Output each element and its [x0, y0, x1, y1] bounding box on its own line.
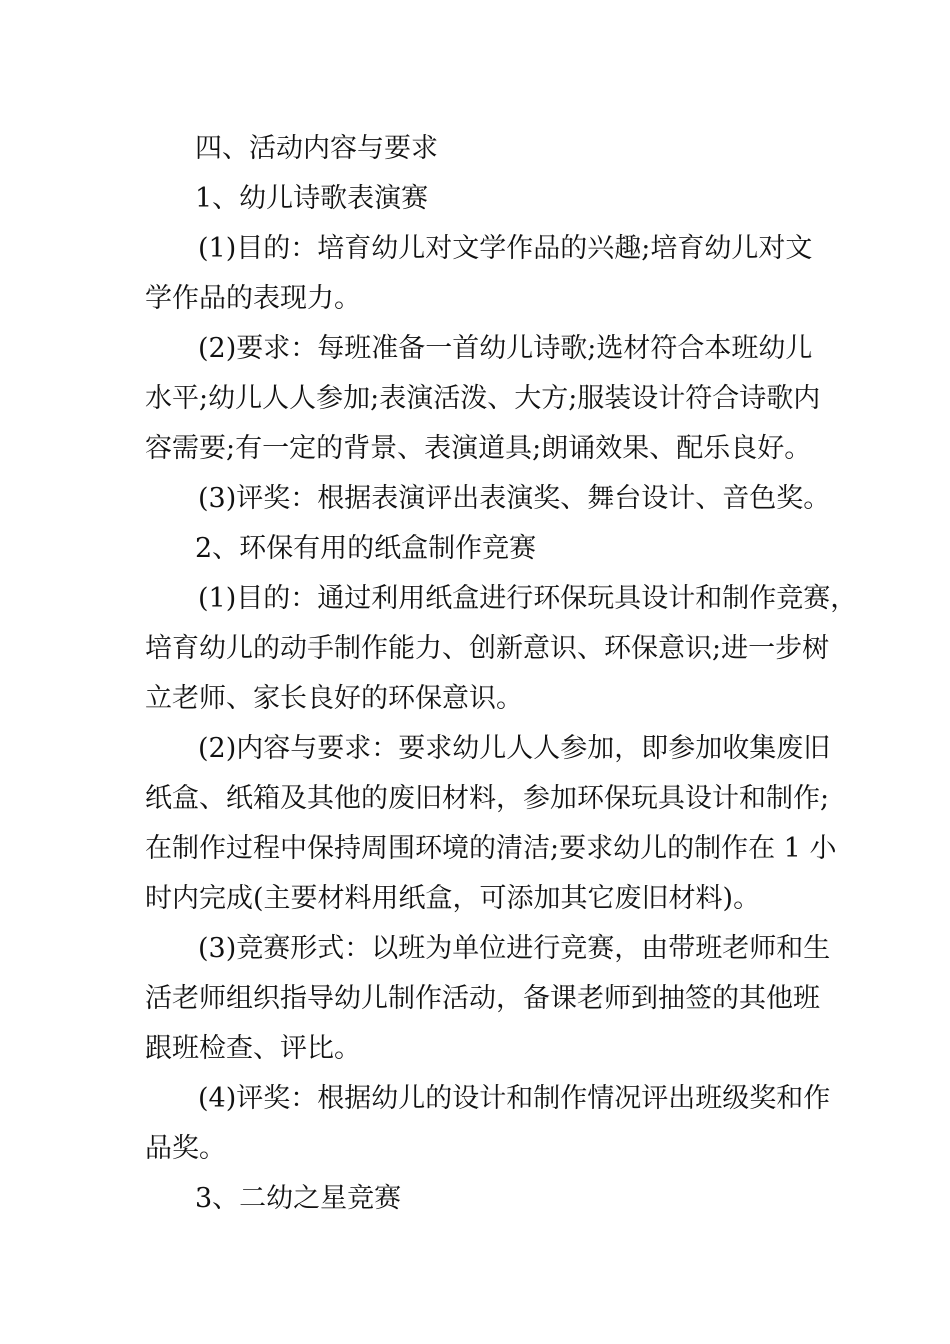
paragraph-line: (1)目的：培育幼儿对文学作品的兴趣;培育幼儿对文	[198, 233, 813, 264]
paragraph-line: (1)目的：通过利用纸盒进行环保玩具设计和制作竞赛，	[198, 583, 858, 614]
paragraph-line: 纸盒、纸箱及其他的废旧材料，参加环保玩具设计和制作;	[145, 783, 830, 814]
paragraph-line: 时内完成(主要材料用纸盒，可添加其它废旧材料)。	[145, 883, 761, 914]
paragraph-line: 立老师、家长良好的环保意识。	[145, 683, 523, 714]
subsection-heading: 1、幼儿诗歌表演赛	[195, 183, 429, 214]
paragraph-line: 品奖。	[145, 1133, 226, 1164]
paragraph-line: (3)竞赛形式：以班为单位进行竞赛，由带班老师和生	[198, 933, 831, 964]
subsection-heading: 3、二幼之星竞赛	[195, 1183, 402, 1214]
paragraph-line: 学作品的表现力。	[145, 283, 361, 314]
paragraph-line: 培育幼儿的动手制作能力、创新意识、环保意识;进一步树	[145, 633, 830, 664]
subsection-heading: 2、环保有用的纸盒制作竞赛	[195, 533, 537, 564]
paragraph-line: 水平;幼儿人人参加;表演活泼、大方;服装设计符合诗歌内	[145, 383, 821, 414]
paragraph-line: (2)要求：每班准备一首幼儿诗歌;选材符合本班幼儿	[198, 333, 813, 364]
paragraph-line: 跟班检查、评比。	[145, 1033, 361, 1064]
paragraph-line: 容需要;有一定的背景、表演道具;朗诵效果、配乐良好。	[145, 433, 812, 464]
paragraph-line: 活老师组织指导幼儿制作活动，备课老师到抽签的其他班	[145, 983, 820, 1014]
section-heading: 四、活动内容与要求	[195, 133, 438, 164]
paragraph-line: 在制作过程中保持周围环境的清洁;要求幼儿的制作在 1 小	[145, 833, 837, 864]
paragraph-line: (4)评奖：根据幼儿的设计和制作情况评出班级奖和作	[198, 1083, 831, 1114]
paragraph-line: (3)评奖：根据表演评出表演奖、舞台设计、音色奖。	[198, 483, 831, 514]
paragraph-line: (2)内容与要求：要求幼儿人人参加，即参加收集废旧	[198, 733, 831, 764]
